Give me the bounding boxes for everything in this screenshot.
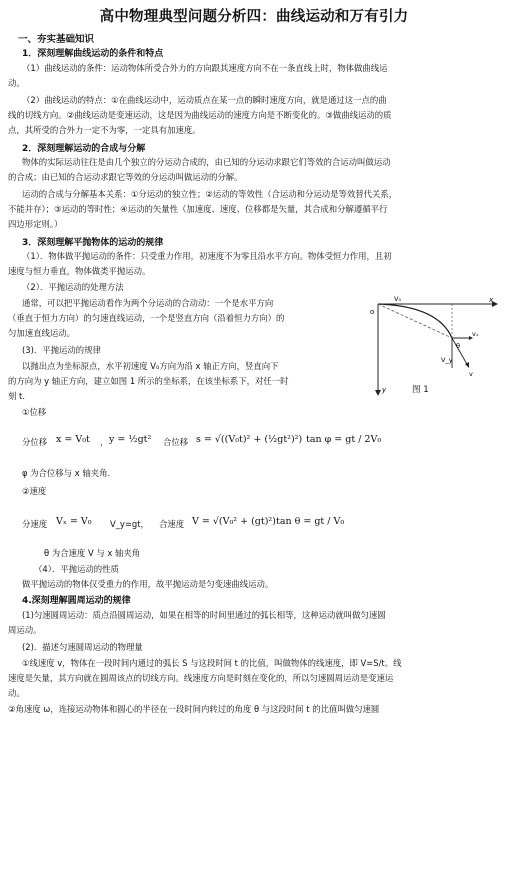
paragraph-line: (2)．描述匀速圆周运动的物理量 (22, 642, 143, 652)
paragraph-line: 点，其所受的合外力一定不为零，一定具有加速度。 (8, 125, 201, 135)
vy-label: V_y (441, 356, 453, 364)
paragraph-line: 的合成；由已知的合运动求跟它等效的分运动叫做运动的分解。 (8, 172, 243, 182)
heading-circular: 4.深刻理解圆周运动的规律 (22, 596, 131, 606)
y-label: y (382, 386, 387, 394)
paragraph-line: ②角速度 ω，连接运动物体和圆心的半径在一段时间内转过的角度 θ 与这段时间 t 的比值叫做匀速圆 (8, 704, 380, 714)
origin-label: o (370, 308, 375, 316)
resultant-displacement-label: 合位移 (163, 437, 189, 447)
paragraph-line: 运动的合成与分解基本关系：①分运动的独立性；②运动的等效性（合运动和分运动是等效替代关系， (22, 189, 398, 199)
paragraph-line: 动。 (8, 78, 25, 88)
paragraph-line: 速度是矢量，其方向就在圆周该点的切线方向。线速度方向是时刻在变化的，所以匀速圆周运动是变速运 (8, 673, 394, 683)
velocity-label: 分速度 (22, 519, 48, 529)
v-vector (452, 338, 468, 366)
paragraph-line: ①线速度 v，物体在一段时间内通过的弧长 S 与这段时间 t 的比值，叫做物体的线速度，即 V=S/t。线 (22, 658, 402, 668)
paragraph-line: （2）曲线运动的特点：①在曲线运动中，运动质点在某一点的瞬时速度方向，就是通过这一点的曲 (22, 95, 387, 105)
projectile-figure (368, 296, 498, 396)
formula-y: y = ½gt² (109, 434, 152, 445)
formula-tanphi: tan φ = gt / 2V₀ (306, 434, 382, 445)
formula-tantheta: tan θ = gt / V₀ (276, 516, 345, 527)
paragraph-line: （垂直于恒力方向）的匀速直线运动，一个是竖直方向（沿着恒力方向）的 (8, 313, 285, 323)
x-label: x (489, 296, 494, 304)
v0-label: V₀ (394, 296, 402, 303)
resultant-velocity-label: 合速度 (159, 519, 185, 529)
paragraph-line: 的方向为 y 轴正方向，建立如图 1 所示的坐标系，在该坐标系下，对任一时 (8, 376, 289, 386)
heading-curve-conditions: 1．深刻理解曲线运动的条件和特点 (22, 49, 164, 59)
paragraph-line: 物体的实际运动往往是由几个独立的分运动合成的，由已知的分运动求跟它们等效的合运动叫做运动 (22, 157, 391, 167)
v-label: v (469, 370, 473, 378)
phi-note: φ 为合位移与 x 轴夹角. (22, 468, 111, 478)
paragraph-line: 四边形定则。） (8, 219, 63, 229)
paragraph-line: (3)．平抛运动的规律 (22, 345, 101, 355)
paragraph-line: 动。 (8, 688, 25, 698)
paragraph-line: 周运动。 (8, 625, 42, 635)
displacement-heading: ①位移 (22, 407, 47, 417)
paragraph-line: （1）曲线运动的条件：运动物体所受合外力的方向跟其速度方向不在一条直线上时，物体做曲线运 (22, 63, 388, 73)
paragraph-line: （4）．平抛运动的性质 (34, 564, 119, 574)
heading-composition: 2．深刻理解运动的合成与分解 (22, 144, 146, 154)
formula-s: s = √((V₀t)² + (½gt²)²) (196, 434, 303, 445)
paragraph-line: 刻 t． (8, 391, 31, 401)
formula-vy: V_y=gt， (110, 519, 149, 529)
formula-v: V = √(V₀² + (gt)²) (192, 516, 276, 527)
v-arrow (465, 362, 469, 368)
vx-label: vₓ (472, 330, 479, 338)
paragraph-line: 匀加速直线运动。 (8, 328, 75, 338)
theta-label: θ (456, 342, 460, 350)
paragraph-line: 线的切线方向。②曲线运动是变速运动，这是因为曲线运动的速度方向是不断变化的。③做曲线运动的质 (8, 110, 392, 120)
displacement-label: 分位移 (22, 437, 48, 447)
paragraph-line: （2）．平抛运动的处理方法 (22, 282, 124, 292)
y-axis-arrow (375, 390, 381, 396)
page-title: 高中物理典型问题分析四：曲线运动和万有引力 (99, 8, 409, 25)
paragraph-line: 以抛出点为坐标原点，水平初速度 V₀方向为沿 x 轴正方向，竖直向下 (22, 361, 279, 371)
paragraph-line: 速度与恒力垂直，物体做类平抛运动。 (8, 266, 151, 276)
velocity-heading: ②速度 (22, 486, 47, 496)
formula-vx: Vₓ = V₀ (56, 516, 92, 527)
heading-projectile: 3．深刻理解平抛物体的运动的规律 (22, 238, 164, 248)
paragraph-line: 通常，可以把平抛运动看作为两个分运动的合动动：一个是水平方向 (22, 298, 274, 308)
theta-note: θ 为合速度 V 与 x 轴夹角 (44, 548, 141, 558)
figure-caption: 图 1 (412, 385, 429, 395)
paragraph-line: 不能并存）；③运动的等时性；④运动的矢量性（加速度、速度、位移都是矢量，其合成和分解遵循平行 (8, 204, 388, 214)
paragraph-line: (1)匀速圆周运动：质点沿圆周运动，如果在相等的时间里通过的弧长相等，这种运动就叫做匀速圆 (22, 610, 386, 620)
displacement-sep: ， (100, 437, 109, 447)
paragraph-line: 做平抛运动的物体仅受重力的作用，故平抛运动是匀变速曲线运动。 (22, 579, 274, 589)
formula-x: x = V₀t (56, 434, 90, 445)
paragraph-line: （1）．物体做平抛运动的条件：只受重力作用，初速度不为零且沿水平方向。物体受恒力作用，且初 (22, 251, 392, 261)
section-heading-basics: 一、夯实基础知识 (18, 34, 95, 45)
